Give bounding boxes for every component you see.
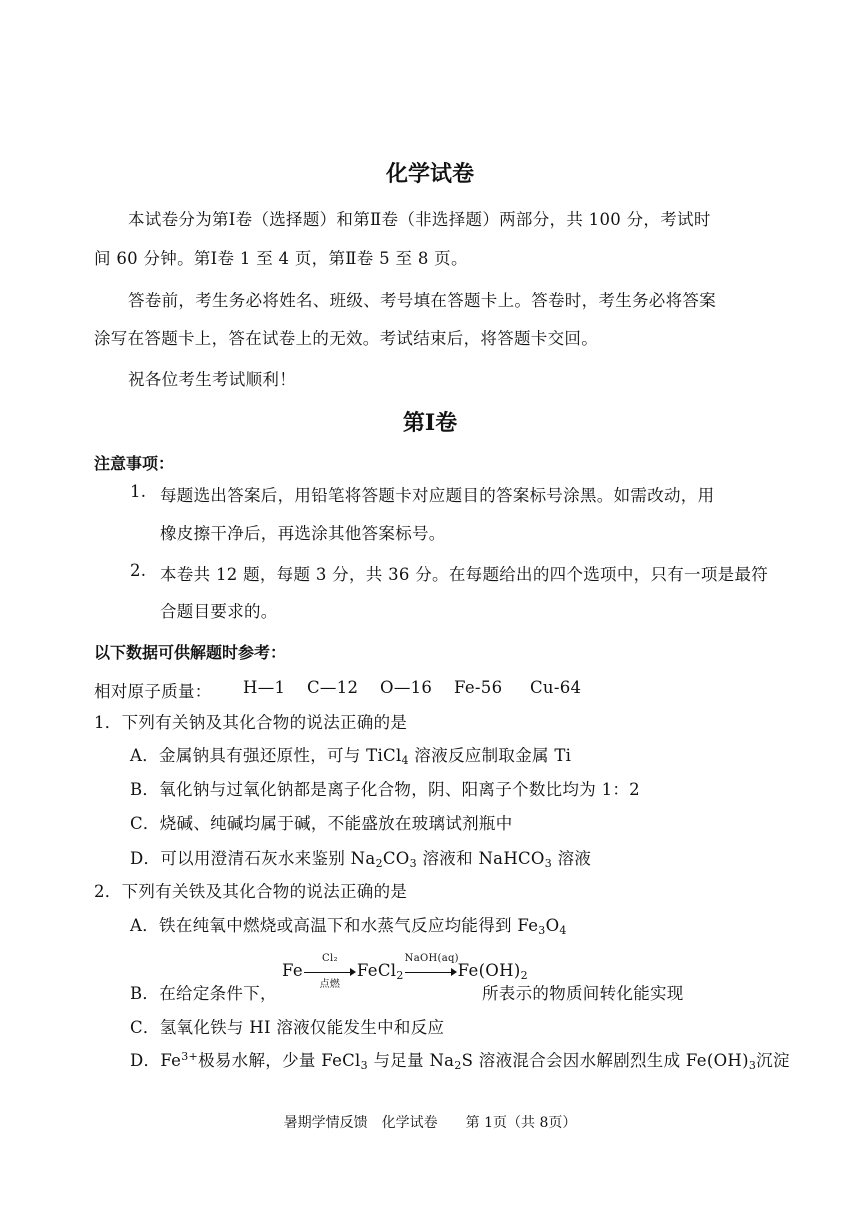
reaction-arrow-1: Cl₂ 点燃 bbox=[304, 965, 356, 979]
note-2-number: 2. bbox=[130, 561, 147, 580]
note-2-line-2: 合题目要求的。 bbox=[160, 602, 278, 621]
question-2-option-b-text: 所表示的物质间转化能实现 bbox=[482, 984, 684, 1003]
notes-heading: 注意事项： bbox=[94, 454, 175, 473]
atomic-mass-fe: Fe-56 bbox=[454, 678, 503, 697]
atomic-mass-o: O—16 bbox=[380, 678, 433, 697]
note-1-line-2: 橡皮擦干净后，再选涂其他答案标号。 bbox=[160, 524, 446, 543]
reactant-fe: Fe bbox=[282, 961, 303, 980]
reaction-scheme bbox=[282, 952, 528, 990]
question-2-stem: 2．下列有关铁及其化合物的说法正确的是 bbox=[94, 882, 408, 901]
note-1-number: 1. bbox=[130, 482, 147, 501]
question-2-option-b-label: B．在给定条件下， bbox=[130, 984, 277, 1003]
reference-heading: 以下数据可供解题时参考： bbox=[94, 643, 287, 662]
page-footer: 暑期学情反馈 化学试卷 第 1页（共 8页） bbox=[283, 1115, 577, 1131]
product-feoh2: $Fe(OH)_2$ bbox=[457, 961, 528, 982]
intro-line-3: 答卷前，考生务必将姓名、班级、考号填在答题卡上。答卷时，考生务必将答案 bbox=[128, 291, 716, 310]
question-2-option-a: A．铁在纯氧中燃烧或高温下和水蒸气反应均能得到 $Fe_3O_4$ bbox=[130, 916, 567, 937]
question-1-option-b: B．氧化钠与过氧化钠都是离子化合物，阴、阳离子个数比均为 1：2 bbox=[130, 780, 640, 799]
intro-line-5: 祝各位考生考试顺利！ bbox=[128, 370, 296, 389]
section-title: 第Ⅰ卷 bbox=[402, 410, 458, 436]
intro-line-4: 涂写在答题卡上，答在试卷上的无效。考试结束后，将答题卡交回。 bbox=[94, 329, 598, 348]
question-1-stem: 1．下列有关钠及其化合物的说法正确的是 bbox=[94, 713, 408, 732]
reaction-arrow-2: NaOH(aq) bbox=[405, 965, 457, 979]
question-1-option-a: A．金属钠具有强还原性，可与 TiCl$_4$ 溶液反应制取金属 Ti bbox=[130, 746, 572, 767]
atomic-mass-h: H—1 bbox=[243, 678, 286, 697]
reference-label: 相对原子质量： bbox=[94, 682, 212, 701]
intro-line-1: 本试卷分为第Ⅰ卷（选择题）和第Ⅱ卷（非选择题）两部分，共 100 分，考试时 bbox=[128, 210, 711, 229]
question-2-option-d: D．$Fe^{3+}$极易水解，少量 FeCl$_3$ 与足量 $Na_2S$ 溶液混合会因水解剧烈生成 $Fe(OH)_3$沉淀 bbox=[130, 1050, 790, 1072]
question-1-option-c: C．烧碱、纯碱均属于碱，不能盛放在玻璃试剂瓶中 bbox=[130, 814, 513, 833]
intro-line-2: 间 60 分钟。第Ⅰ卷 1 至 4 页，第Ⅱ卷 5 至 8 页。 bbox=[94, 249, 468, 268]
question-1-option-d: D．可以用澄清石灰水来鉴别 $Na_2CO_3$ 溶液和 NaHCO$_3$ 溶液 bbox=[130, 849, 592, 870]
atomic-mass-c: C—12 bbox=[307, 678, 359, 697]
product-fecl2: FeCl$_2$ bbox=[356, 961, 404, 982]
page-title: 化学试卷 bbox=[385, 161, 474, 187]
atomic-mass-cu: Cu-64 bbox=[530, 678, 582, 697]
question-2-option-c: C．氢氧化铁与 HI 溶液仅能发生中和反应 bbox=[130, 1018, 445, 1037]
note-1-line-1: 每题选出答案后，用铅笔将答题卡对应题目的答案标号涂黑。如需改动，用 bbox=[160, 486, 715, 505]
note-2-line-1: 本卷共 12 题，每题 3 分，共 36 分。在每题给出的四个选项中，只有一项是最符 bbox=[160, 565, 769, 584]
